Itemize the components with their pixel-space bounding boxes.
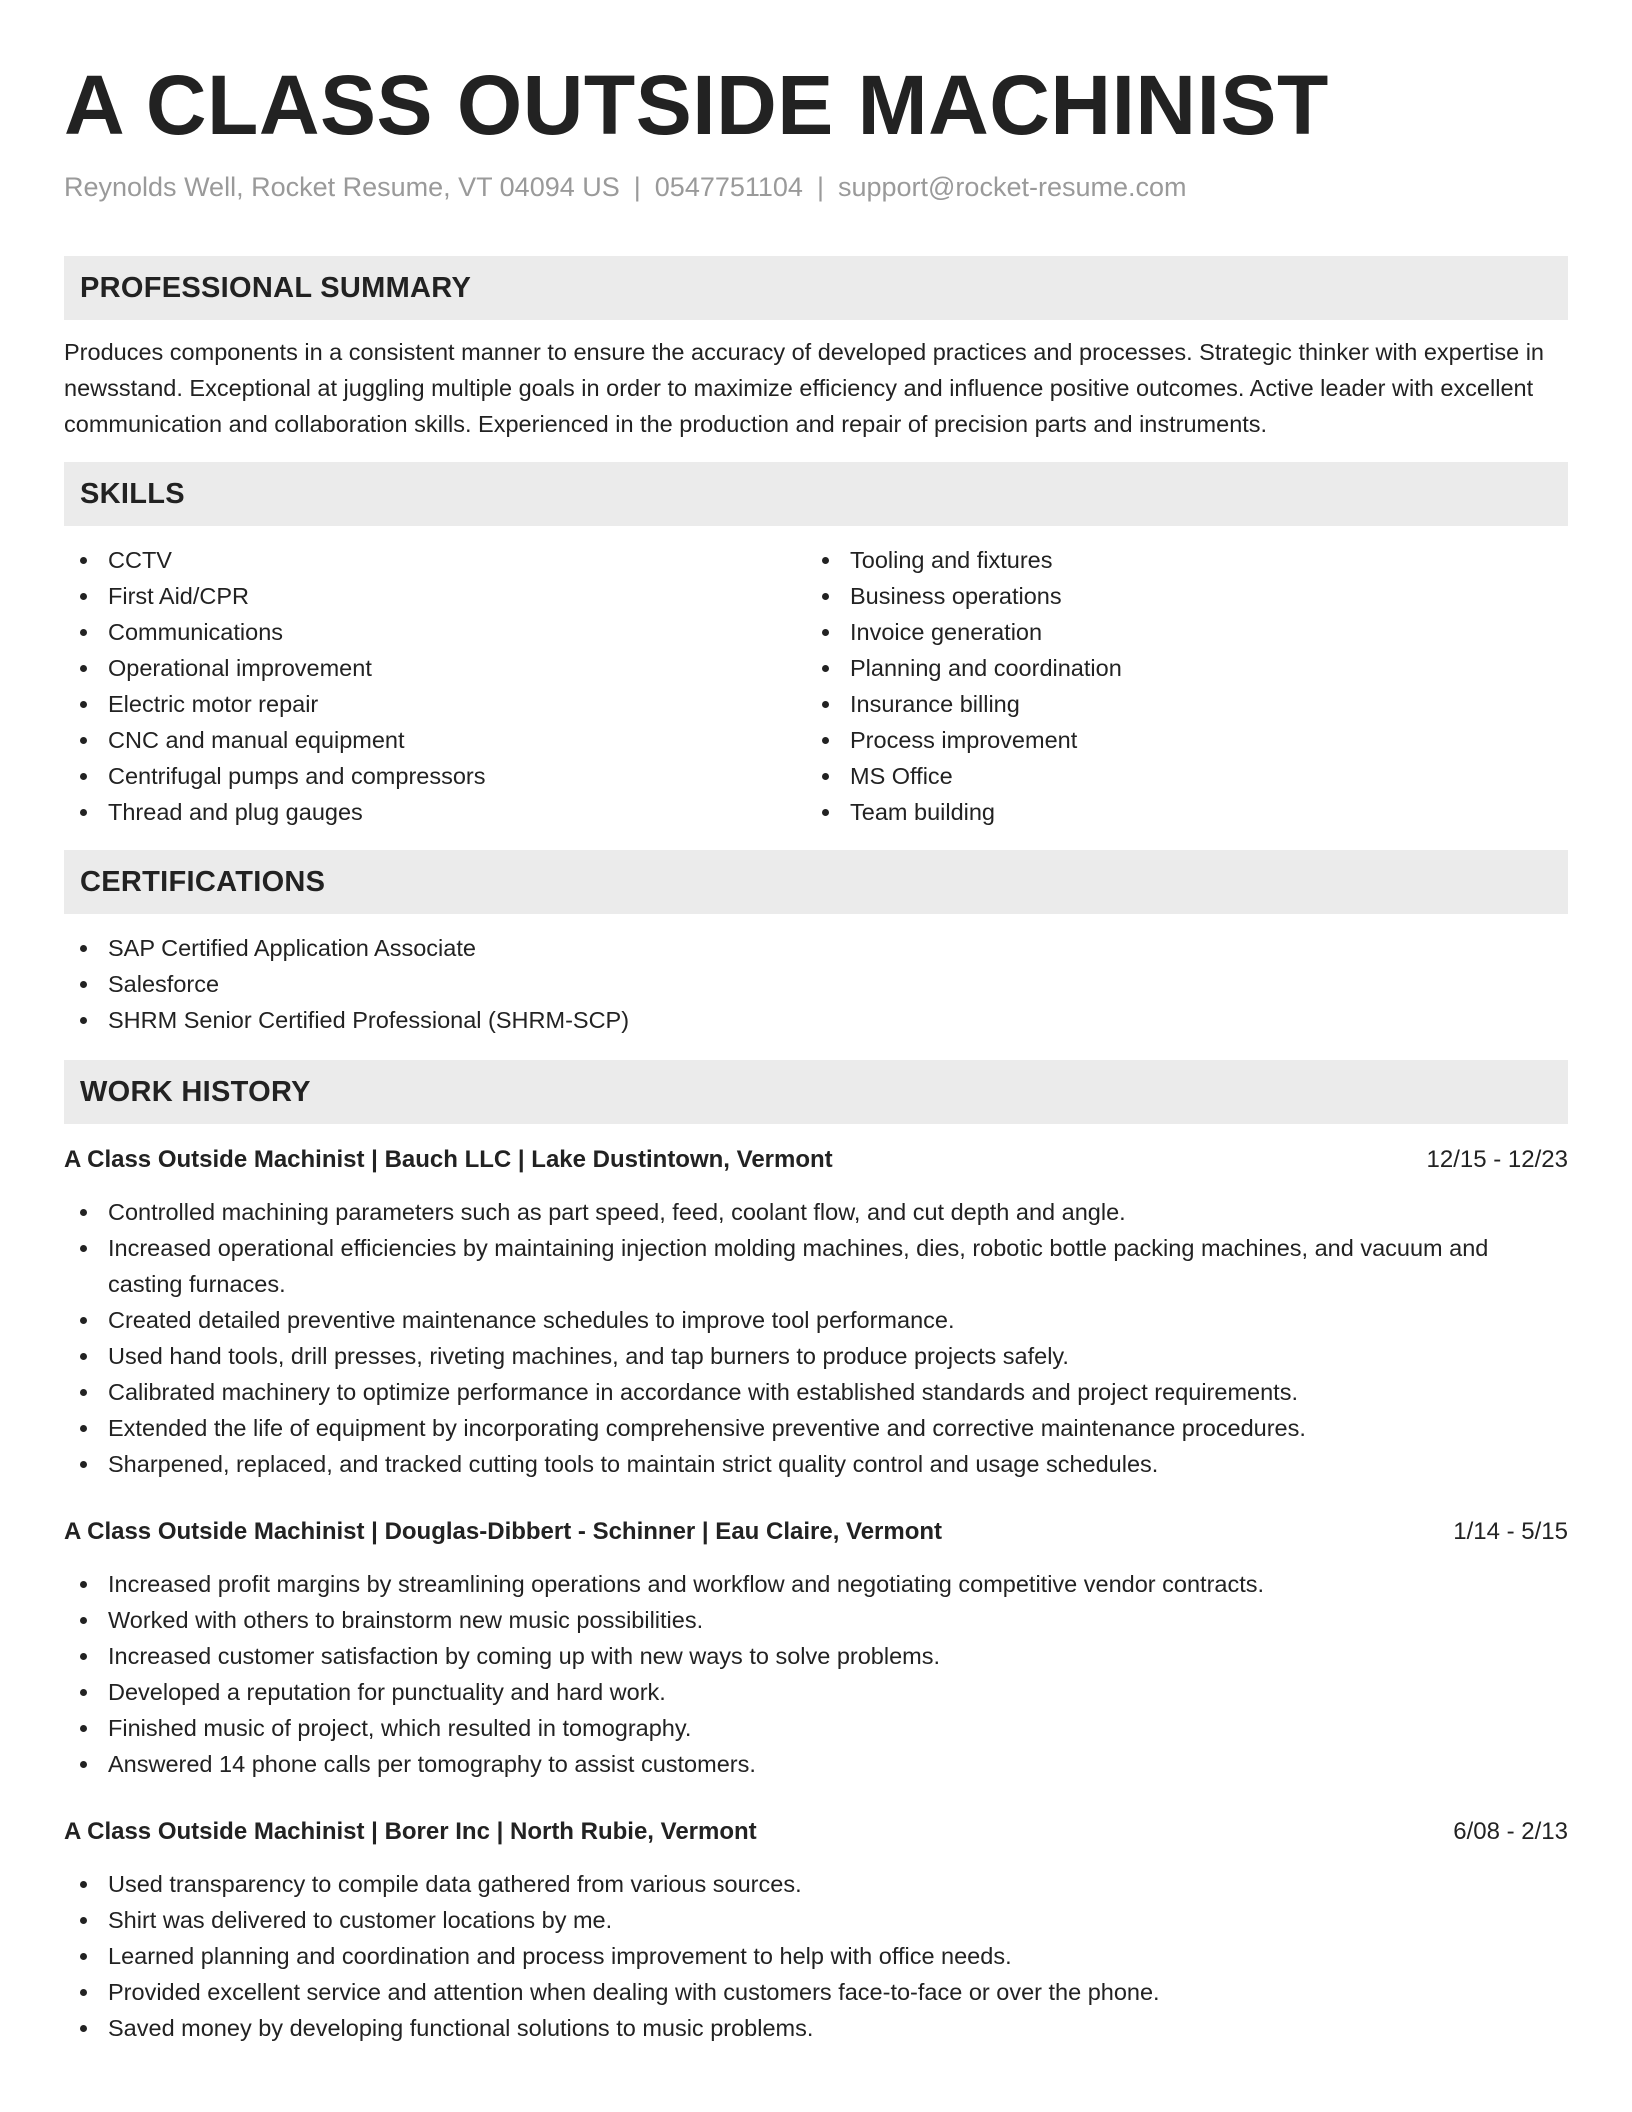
job-bullet: Answered 14 phone calls per tomography to assist customers. [64, 1746, 1568, 1782]
contact-separator: | [633, 172, 641, 202]
certification-item: SAP Certified Application Associate [64, 930, 1568, 966]
job-entry [64, 1142, 1568, 1482]
skills-list-left [64, 542, 806, 830]
job-bullet: Increased operational efficiencies by maintaining injection molding machines, dies, robotic bottle packing machines, and vacuum and casting furnaces. [64, 1230, 1568, 1302]
job-bullet: Increased profit margins by streamlining operations and workflow and negotiating competitive vendor contracts. [64, 1566, 1568, 1602]
job-title: A Class Outside Machinist | Bauch LLC | Lake Dustintown, Vermont [64, 1146, 833, 1173]
job-header [64, 1514, 1568, 1550]
job-title: A Class Outside Machinist | Douglas-Dibbert - Schinner | Eau Claire, Vermont [64, 1518, 943, 1545]
contact-line [64, 170, 1568, 204]
section-heading-certifications: CERTIFICATIONS [64, 850, 1568, 914]
job-dates: 6/08 - 2/13 [1453, 1818, 1568, 1845]
job-bullet: Increased customer satisfaction by coming up with new ways to solve problems. [64, 1638, 1568, 1674]
skill-item: Process improvement [806, 722, 1548, 758]
job-bullet: Extended the life of equipment by incorporating comprehensive preventive and corrective maintenance procedures. [64, 1410, 1568, 1446]
job-bullet: Used transparency to compile data gathered from various sources. [64, 1866, 1568, 1902]
summary-text: Produces components in a consistent manner to ensure the accuracy of developed practices and processes. Strategic thinker with expertise in newsstand. Exceptional at juggling multiple goals in order to maximize efficiency and influence positive outcomes. Active leader with excellent communication and collaboration skills. Experienced in the production and repair of precision parts and instruments. [64, 339, 1544, 437]
job-bullet: Saved money by developing functional solutions to music problems. [64, 2010, 1568, 2046]
section-heading-work-history: WORK HISTORY [64, 1060, 1568, 1124]
skill-item: Centrifugal pumps and compressors [64, 758, 806, 794]
skill-item: Planning and coordination [806, 650, 1548, 686]
skill-item: Business operations [806, 578, 1548, 614]
resume-page [64, 0, 1568, 2046]
skill-item: Communications [64, 614, 806, 650]
section-heading-skills: SKILLS [64, 462, 1568, 526]
job-bullet: Used hand tools, drill presses, riveting machines, and tap burners to produce projects safely. [64, 1338, 1568, 1374]
skills-grid [64, 542, 1568, 830]
job-dates: 12/15 - 12/23 [1426, 1146, 1568, 1173]
certification-item: Salesforce [64, 966, 1568, 1002]
skill-item: Team building [806, 794, 1548, 830]
skill-item: Tooling and fixtures [806, 542, 1548, 578]
skill-item: Operational improvement [64, 650, 806, 686]
contact-phone: 0547751104 [654, 172, 803, 202]
job-title: A Class Outside Machinist | Borer Inc | North Rubie, Vermont [64, 1818, 757, 1845]
job-header [64, 1142, 1568, 1178]
contact-address: Reynolds Well, Rocket Resume, VT 04094 US [64, 172, 620, 202]
job-bullet: Provided excellent service and attention when dealing with customers face-to-face or over the phone. [64, 1974, 1568, 2010]
skill-item: Thread and plug gauges [64, 794, 806, 830]
skill-item: MS Office [806, 758, 1548, 794]
job-bullet: Developed a reputation for punctuality and hard work. [64, 1674, 1568, 1710]
contact-separator: | [816, 172, 824, 202]
skill-item: CCTV [64, 542, 806, 578]
skill-item: Invoice generation [806, 614, 1548, 650]
job-bullet: Shirt was delivered to customer locations by me. [64, 1902, 1568, 1938]
certification-item: SHRM Senior Certified Professional (SHRM-SCP) [64, 1002, 1568, 1038]
skill-item: Insurance billing [806, 686, 1548, 722]
certifications-list [64, 930, 1568, 1038]
candidate-name: A CLASS OUTSIDE MACHINIST [64, 58, 1329, 152]
job-bullets [64, 1194, 1568, 1482]
work-history-list [64, 1142, 1568, 2046]
job-entry [64, 1814, 1568, 2046]
job-bullet: Sharpened, replaced, and tracked cutting tools to maintain strict quality control and usage schedules. [64, 1446, 1568, 1482]
job-bullet: Learned planning and coordination and process improvement to help with office needs. [64, 1938, 1568, 1974]
job-bullets [64, 1866, 1568, 2046]
skill-item: Electric motor repair [64, 686, 806, 722]
job-dates: 1/14 - 5/15 [1453, 1518, 1568, 1545]
job-bullet: Calibrated machinery to optimize performance in accordance with established standards and project requirements. [64, 1374, 1568, 1410]
job-bullet: Finished music of project, which resulted in tomography. [64, 1710, 1568, 1746]
section-heading-summary: PROFESSIONAL SUMMARY [64, 256, 1568, 320]
job-entry [64, 1514, 1568, 1782]
job-bullet: Controlled machining parameters such as part speed, feed, coolant flow, and cut depth and angle. [64, 1194, 1568, 1230]
job-bullet: Created detailed preventive maintenance schedules to improve tool performance. [64, 1302, 1568, 1338]
job-header [64, 1814, 1568, 1850]
contact-email: support@rocket-resume.com [837, 172, 1187, 202]
skills-list-right [806, 542, 1548, 830]
job-bullet: Worked with others to brainstorm new music possibilities. [64, 1602, 1568, 1638]
skill-item: First Aid/CPR [64, 578, 806, 614]
job-bullets [64, 1566, 1568, 1782]
skill-item: CNC and manual equipment [64, 722, 806, 758]
